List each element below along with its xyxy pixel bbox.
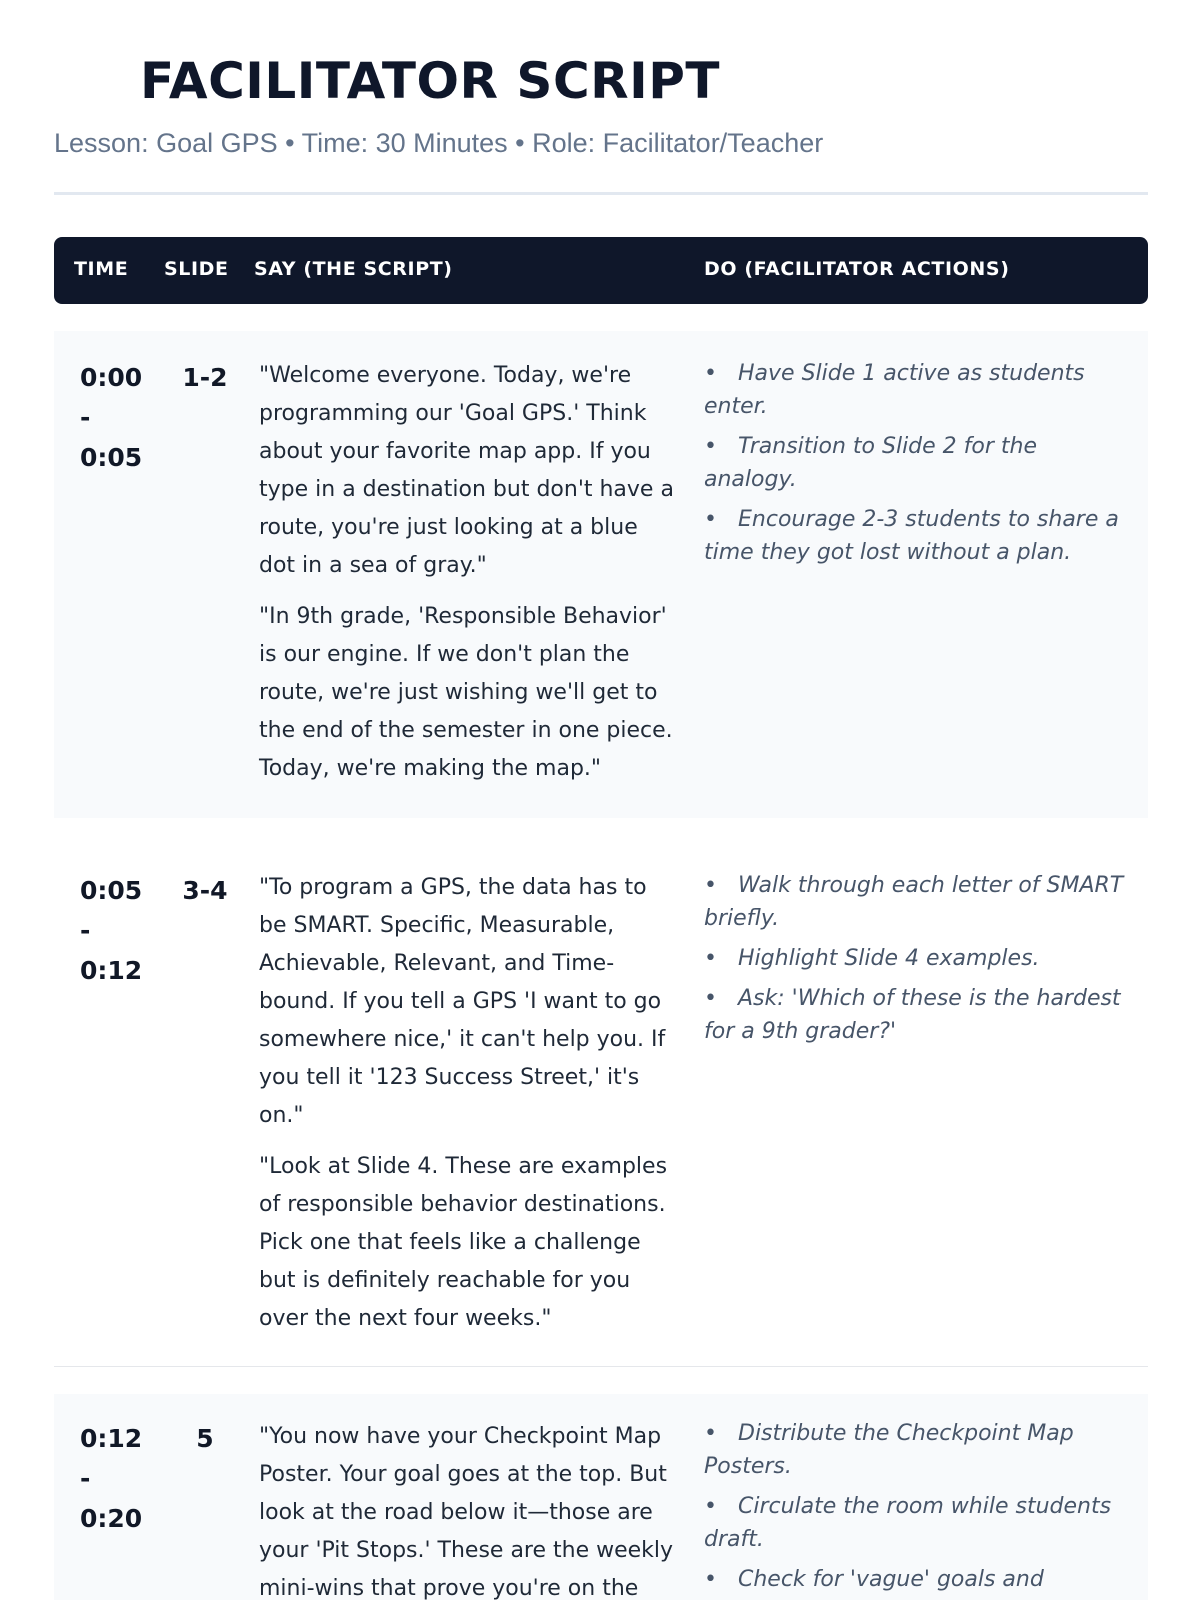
say-cell <box>259 1418 679 1600</box>
column-header-do: DO (FACILITATOR ACTIONS) <box>704 258 1010 280</box>
time-end: 0:05 <box>80 443 143 472</box>
action-item <box>704 1490 1134 1556</box>
action-text: Distribute the Checkpoint Map Posters. <box>704 1421 1074 1479</box>
header-divider <box>54 192 1148 195</box>
action-item <box>704 357 1134 423</box>
time-cell <box>80 871 160 991</box>
action-text: Walk through each letter of SMART briefly. <box>704 873 1124 931</box>
time-separator: - <box>80 1464 91 1493</box>
table-row <box>54 331 1148 818</box>
script-paragraph: "In 9th grade, 'Responsible Behavior' is our engine. If we don't plan the route, we're just wishing we'll get to the end of the semester in one piece. Today, we're making the map." <box>259 604 673 781</box>
bullet-icon: • <box>704 1421 717 1446</box>
time-end: 0:20 <box>80 1504 143 1533</box>
slide-cell: 3-4 <box>182 876 228 905</box>
action-item <box>704 430 1134 496</box>
time-separator: - <box>80 916 91 945</box>
action-item <box>704 1563 1134 1596</box>
action-item <box>704 942 1134 975</box>
action-item <box>704 1417 1134 1483</box>
time-cell <box>80 1419 160 1539</box>
action-text: Transition to Slide 2 for the analogy. <box>704 434 1038 492</box>
slide-cell: 5 <box>196 1424 214 1453</box>
time-start: 0:12 <box>80 1424 143 1453</box>
script-paragraph: "Look at Slide 4. These are examples of responsible behavior destinations. Pick one that feels like a challenge but is definitely reachable for you over the next four weeks." <box>259 1154 668 1331</box>
do-cell <box>704 1417 1134 1600</box>
bullet-icon: • <box>704 507 717 532</box>
action-text: Have Slide 1 active as students enter. <box>704 361 1085 419</box>
do-cell <box>704 357 1134 576</box>
time-separator: - <box>80 403 91 432</box>
action-text: Check for 'vague' goals and <box>738 1567 1044 1592</box>
bullet-icon: • <box>704 873 717 898</box>
slide-cell: 1-2 <box>182 363 228 392</box>
time-end: 0:12 <box>80 956 143 985</box>
say-cell <box>259 869 679 1351</box>
do-cell <box>704 869 1134 1055</box>
column-header-slide: SLIDE <box>164 258 229 280</box>
time-start: 0:00 <box>80 363 143 392</box>
column-header-time: TIME <box>74 258 129 280</box>
bullet-icon: • <box>704 986 717 1011</box>
action-item <box>704 869 1134 935</box>
action-text: Encourage 2-3 students to share a time they got lost without a plan. <box>704 507 1119 565</box>
lesson-meta: Lesson: Goal GPS • Time: 30 Minutes • Role: Facilitator/Teacher <box>54 128 824 158</box>
table-header <box>54 237 1148 304</box>
script-paragraph: "Welcome everyone. Today, we're programming our 'Goal GPS.' Think about your favorite map app. If you type in a destination but don't have a route, you're just looking at a blue dot in a sea of gray." <box>259 363 674 578</box>
bullet-icon: • <box>704 946 717 971</box>
action-text: Ask: 'Which of these is the hardest for a 9th grader?' <box>704 986 1121 1044</box>
table-row <box>54 845 1148 1367</box>
action-item <box>704 503 1134 569</box>
table-row <box>54 1394 1148 1600</box>
time-cell <box>80 358 160 478</box>
action-item <box>704 982 1134 1048</box>
bullet-icon: • <box>704 1494 717 1519</box>
time-start: 0:05 <box>80 876 143 905</box>
page-title: FACILITATOR SCRIPT <box>140 52 720 110</box>
script-paragraph: "To program a GPS, the data has to be SMART. Specific, Measurable, Achievable, Relevant, and Time-bound. If you tell a GPS 'I want to go somewhere nice,' it can't help you. If you tell it '123 Success Street,' it's on." <box>259 875 666 1128</box>
action-text: Circulate the room while students draft. <box>704 1494 1112 1552</box>
column-header-say: SAY (THE SCRIPT) <box>254 258 453 280</box>
say-cell <box>259 357 679 801</box>
bullet-icon: • <box>704 1567 717 1592</box>
script-paragraph: "You now have your Checkpoint Map Poster. Your goal goes at the top. But look at the road below it—those are your 'Pit Stops.' These are the weekly mini-wins that prove you're on the <box>259 1424 674 1600</box>
action-text: Highlight Slide 4 examples. <box>738 946 1040 971</box>
bullet-icon: • <box>704 361 717 386</box>
bullet-icon: • <box>704 434 717 459</box>
